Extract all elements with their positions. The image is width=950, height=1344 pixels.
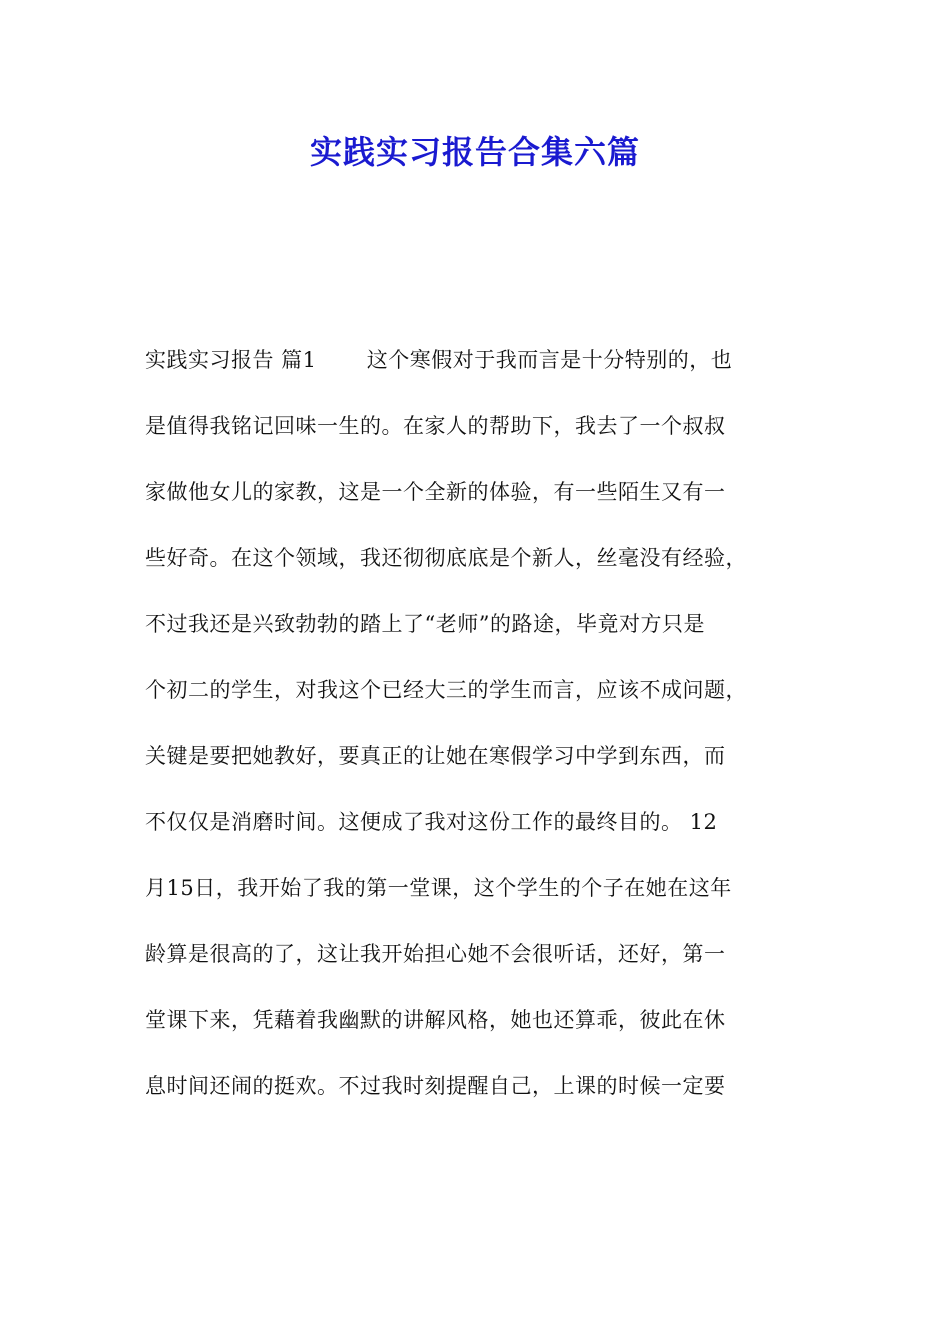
document-body [145,338,835,1130]
body-line: 家做他女儿的家教，这是一个全新的体验，有一些陌生又有一 [145,480,726,504]
body-line: 些好奇。在这个领域，我还彻彻底底是个新人，丝毫没有经验， [145,546,747,570]
body-line: 关键是要把她教好，要真正的让她在寒假学习中学到东西，而 [145,744,726,768]
body-line: 实践实习报告 篇1 这个寒假对于我而言是十分特别的，也 [145,348,733,372]
body-line: 不仅仅是消磨时间。这便成了我对这份工作的最终目的。 12 [145,810,718,834]
body-line: 个初二的学生，对我这个已经大三的学生而言，应该不成问题， [145,678,747,702]
body-line: 月15日，我开始了我的第一堂课，这个学生的个子在她在这年 [145,876,732,900]
body-line: 龄算是很高的了，这让我开始担心她不会很听话，还好，第一 [145,942,726,966]
body-line: 是值得我铭记回味一生的。在家人的帮助下，我去了一个叔叔 [145,414,726,438]
body-line: 不过我还是兴致勃勃的踏上了“老师”的路途，毕竟对方只是 [145,612,705,636]
body-line: 堂课下来，凭藉着我幽默的讲解风格，她也还算乖，彼此在休 [145,1008,726,1032]
body-line: 息时间还闹的挺欢。不过我时刻提醒自己，上课的时候一定要 [145,1074,726,1098]
document-title: 实践实习报告合集六篇 [309,133,640,171]
